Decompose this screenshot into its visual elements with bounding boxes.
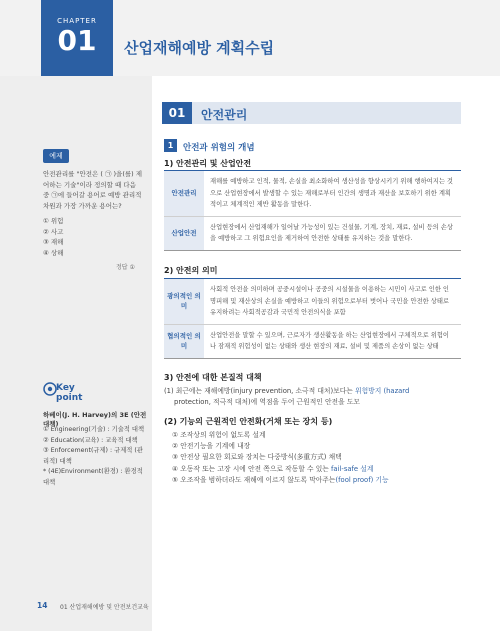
example-question: 안전관리를 "안전은 ( ㉠ )을(를) 제어하는 기술"이라 정의할 때 다음 중 ㉠에 들어갈 용어로 예방 관리적 차원과 가장 가까운 용어는? xyxy=(43,170,143,210)
example-answer: 정답 ① xyxy=(116,264,135,271)
heading-2: 2) 안전의 의미 xyxy=(164,266,218,275)
option-4: ④ 상해 xyxy=(43,248,64,257)
chapter-title: 산업재해예방 계획수립 xyxy=(124,39,275,57)
table-key: 협의적인 의미 xyxy=(164,325,204,358)
heading-1: 1) 안전관리 및 산업안전 xyxy=(164,159,252,168)
table-row xyxy=(164,325,461,358)
definition-table-2 xyxy=(164,278,461,359)
list-item xyxy=(172,464,461,475)
paragraph-1-line-2: protection, 적극적 대처)에 역점을 두어 근원적인 안전을 도모 xyxy=(174,398,360,406)
heading-4: (2) 기능의 근원적인 안전화(거채 또는 장치 등) xyxy=(164,417,333,426)
paragraph-1-accent: 위험방지 (hazard xyxy=(355,387,410,395)
table-value: 산업현장에서 산업재해가 일어날 가능성이 있는 건설물, 기계, 장치, 재료, 설비 등의 손상을 예방하고 그 위험요인을 제거하여 안전한 상태를 유지하는 것을 말한다. xyxy=(210,223,453,242)
list-item-accent: (fool proof) 기능 xyxy=(335,475,389,484)
subsection-title: 안전과 위험의 개념 xyxy=(183,143,255,153)
sidebar xyxy=(0,76,152,631)
definition-table-1 xyxy=(164,170,461,251)
list-item-text: ⑤ 오조작을 범하더라도 재해에 이르지 않도록 막아주는 xyxy=(172,475,336,484)
list-item-accent: fail-safe 설계 xyxy=(331,464,374,473)
table-key: 광의적인 의미 xyxy=(164,279,204,324)
subsection-badge: 1 xyxy=(164,139,177,152)
table-value: 사회적 안전을 의미하며 공중시설이나 공중의 시설물을 이용하는 시민이 사고로 인한 인명피해 및 재산상의 손실을 예방하고 이들의 위험으로부터 벗어나 국민을 안전한 상태로 유지하려는 사회적공감과 국민적 안전의식을 포함 xyxy=(210,286,449,316)
table-row xyxy=(164,217,461,250)
key-item: ① Engineering(기술) : 기술적 대책 xyxy=(43,426,145,433)
key-point-icon xyxy=(43,382,57,396)
key-item: * (4E)Environment(환경) : 환경적 대책 xyxy=(43,468,143,486)
section-title: 안전관리 xyxy=(201,108,248,122)
option-3: ③ 재해 xyxy=(43,238,64,246)
example-badge: 예제 xyxy=(43,149,69,163)
option-1: ① 위험 xyxy=(43,217,64,225)
heading-3: 3) 안전에 대한 본질적 대책 xyxy=(164,373,262,382)
table-key: 안전관리 xyxy=(164,171,204,216)
key-point-list xyxy=(43,425,147,488)
table-row xyxy=(164,171,461,217)
chapter-label: CHAPTER xyxy=(57,17,97,25)
key-point-label xyxy=(56,383,82,403)
table-key: 산업안전 xyxy=(164,217,204,250)
list-item: ③ 안전상 필요한 회로와 장치는 다중방식(多重方式) 채택 xyxy=(172,453,342,462)
measures-list xyxy=(172,430,461,486)
paragraph-1 xyxy=(164,386,461,408)
key-label-line-1: Key xyxy=(56,383,75,393)
table-value: 재해를 예방하고 인적, 물적, 손실을 최소화하여 생산성을 향상시키기 위해 행하여지는 것으로 산업현장에서 발생할 수 있는 재해로부터 인간의 생명과 재산을 보호하기 위한 계획적이고 체계적인 제반 활동을 말한다. xyxy=(210,178,453,208)
page-number: 14 xyxy=(37,601,48,610)
table-value: 산업안전을 말할 수 있으며, 근로자가 생산활동을 하는 산업현장에서 구체적으로 위험이나 잠재적 위험성이 없는 상태와 생산 현장의 재료, 설비 및 제품의 손상이 없는 상태 xyxy=(210,331,449,350)
chapter-badge xyxy=(41,0,113,76)
option-2: ② 사고 xyxy=(43,227,64,236)
key-item: ③ Enforcement(규제) : 규제적 (관리적) 대책 xyxy=(43,447,143,465)
key-item: ② Education(교육) : 교육적 대책 xyxy=(43,436,138,444)
chapter-number: 01 xyxy=(57,24,97,57)
table-row xyxy=(164,279,461,325)
key-point-title: 하베이(J. H. Harvey)의 3E (안전대책) xyxy=(43,411,147,428)
key-label-line-2: point xyxy=(56,393,83,403)
paragraph-1-text: (1) 최근에는 재해예방(injury prevention, 소극적 대처)보다는 xyxy=(164,387,353,395)
footer-text: 01 산업재해예방 및 안전보건교육 xyxy=(60,604,149,611)
section-number: 01 xyxy=(162,102,192,124)
list-item: ② 안전기능을 기계에 내장 xyxy=(172,442,251,451)
list-item: ① 조작상의 위험이 없도록 설계 xyxy=(172,431,266,439)
list-item-text: ④ 오동작 또는 고장 시에 안전 쪽으로 작동할 수 있는 xyxy=(172,464,329,473)
list-item xyxy=(172,475,461,486)
example-options xyxy=(43,216,143,258)
